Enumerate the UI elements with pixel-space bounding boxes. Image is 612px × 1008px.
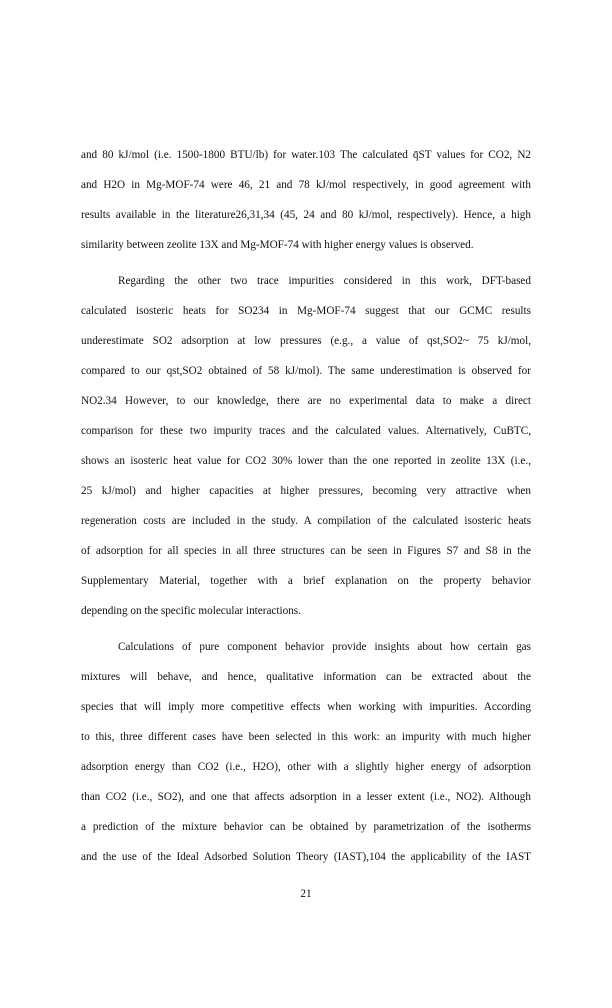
paragraph-2-line-5: NO2.34 However, to our knowledge, there are no experimental data to make a direct	[81, 395, 531, 407]
paragraph-3-line-1: Calculations of pure component behavior provide insights about how certain gas	[118, 641, 531, 653]
page-number: 21	[300, 888, 312, 900]
paragraph-3-line-7: a prediction of the mixture behavior can be obtained by parametrization of the isotherms	[81, 821, 531, 833]
paragraph-2-line-6: comparison for these two impurity traces and the calculated values. Alternatively, CuBTC,	[81, 425, 531, 437]
paragraph-1-line-4: similarity between zeolite 13X and Mg-MOF-74 with higher energy values is observed.	[81, 239, 474, 251]
paragraph-2-line-11: Supplementary Material, together with a brief explanation on the property behavior	[81, 575, 531, 587]
paragraph-1-line-2: and H2O in Mg-MOF-74 were 46, 21 and 78 kJ/mol respectively, in good agreement with	[81, 179, 531, 191]
paragraph-3-line-6: than CO2 (i.e., SO2), and one that affects adsorption in a lesser extent (i.e., NO2). Although	[81, 791, 531, 803]
paragraph-3-line-8: and the use of the Ideal Adsorbed Solution Theory (IAST),104 the applicability of the IAST	[81, 851, 531, 863]
paragraph-2-line-3: underestimate SO2 adsorption at low pressures (e.g., a value of qst,SO2~ 75 kJ/mol,	[81, 335, 531, 347]
paragraph-2-line-2: calculated isosteric heats for SO234 in Mg-MOF-74 suggest that our GCMC results	[81, 305, 531, 317]
paragraph-2-line-4: compared to our qst,SO2 obtained of 58 kJ/mol). The same underestimation is observed for	[81, 365, 531, 377]
paragraph-3-line-4: to this, three different cases have been selected in this work: an impurity with much higher	[81, 731, 531, 743]
paragraph-3-line-2: mixtures will behave, and hence, qualitative information can be extracted about the	[81, 671, 531, 683]
paragraph-2-line-10: of adsorption for all species in all three structures can be seen in Figures S7 and S8 in the	[81, 545, 531, 557]
paragraph-3-line-3: species that will imply more competitive effects when working with impurities. According	[81, 701, 531, 713]
paragraph-1-line-3: results available in the literature26,31,34 (45, 24 and 80 kJ/mol, respectively). Hence, a high	[81, 209, 531, 221]
paragraph-2-line-7: shows an isosteric heat value for CO2 30% lower than the one reported in zeolite 13X (i.e.,	[81, 455, 531, 467]
paragraph-2-line-8: 25 kJ/mol) and higher capacities at higher pressures, becoming very attractive when	[81, 485, 531, 497]
paragraph-2-line-1: Regarding the other two trace impurities considered in this work, DFT-based	[118, 275, 531, 287]
paragraph-1-line-1: and 80 kJ/mol (i.e. 1500-1800 BTU/lb) for water.103 The calculated q̄ST values for CO2, N2	[81, 149, 531, 161]
paragraph-2-line-9: regeneration costs are included in the study. A compilation of the calculated isosteric heats	[81, 515, 531, 527]
paragraph-2-line-12: depending on the specific molecular interactions.	[81, 605, 301, 617]
paragraph-3-line-5: adsorption energy than CO2 (i.e., H2O), other with a slightly higher energy of adsorption	[81, 761, 531, 773]
